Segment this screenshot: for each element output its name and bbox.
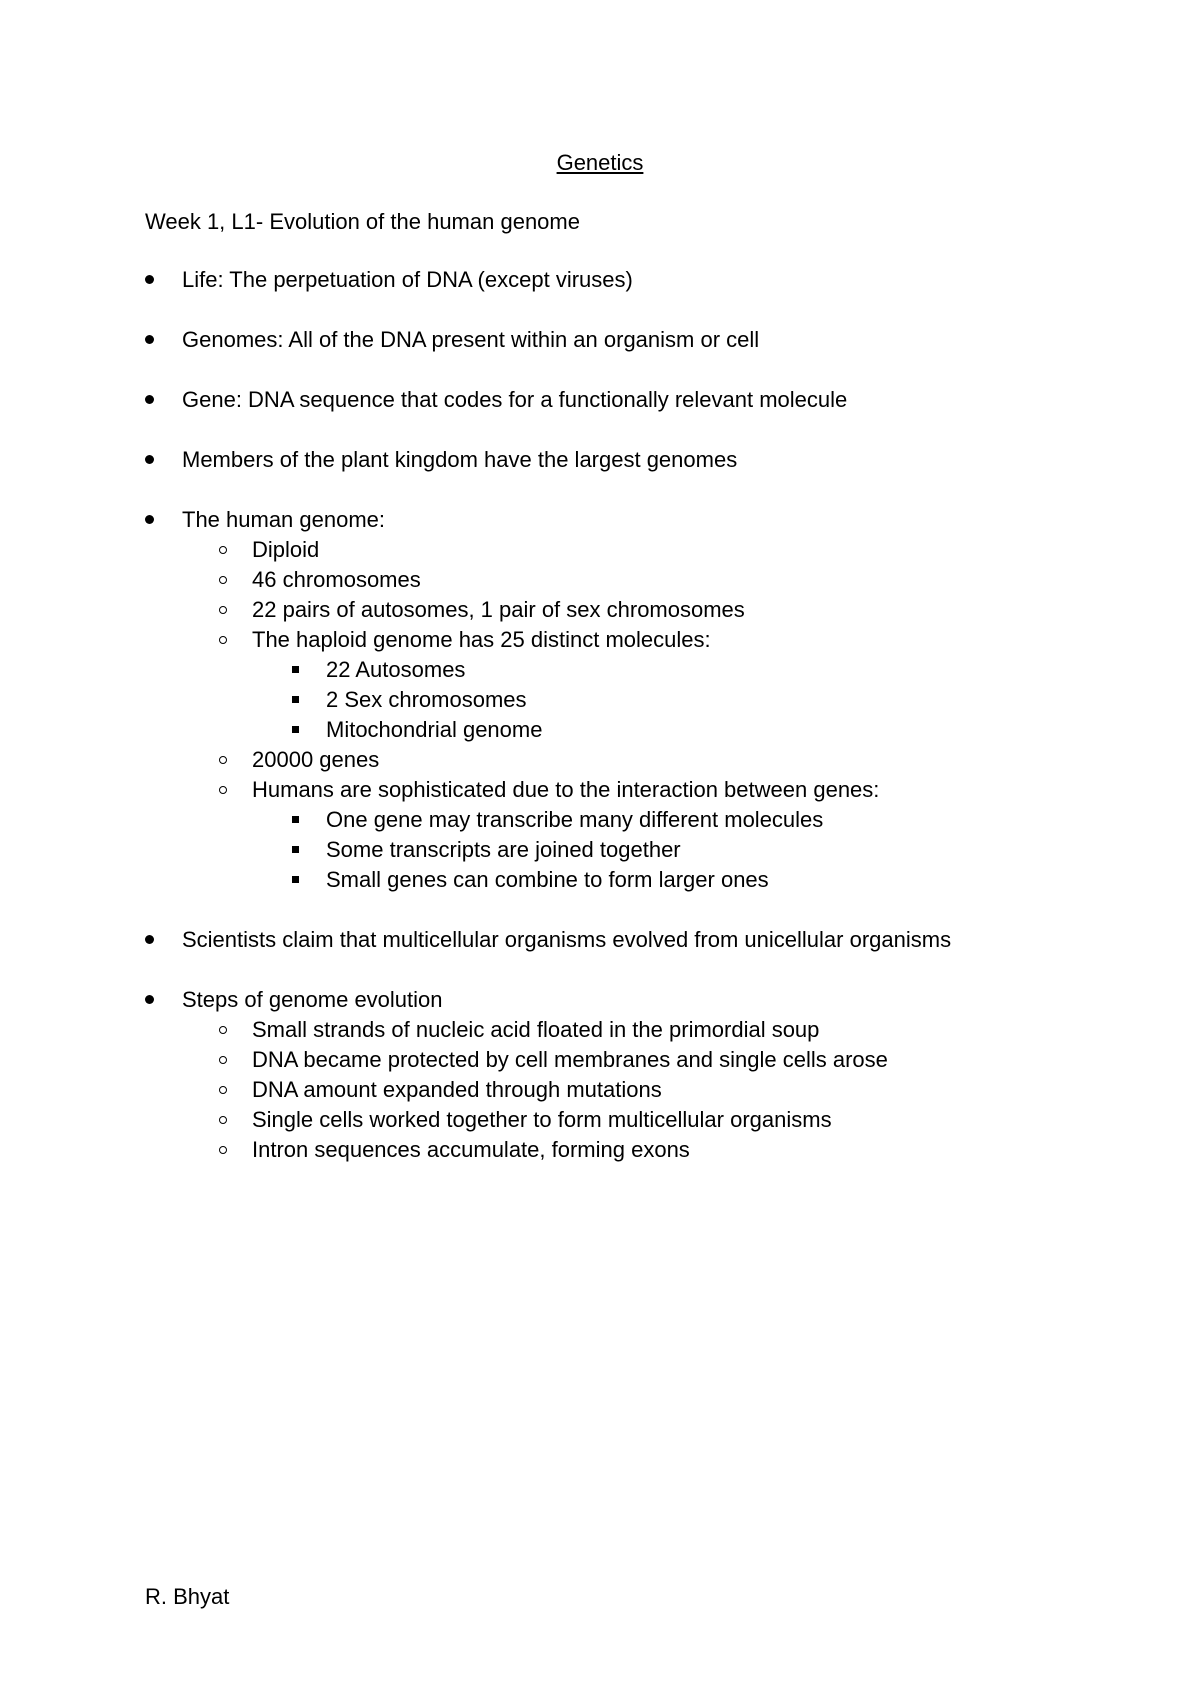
bullet-icon [145,395,154,404]
hollow-circle-bullet-icon [219,1026,227,1034]
list-item-text: Gene: DNA sequence that codes for a functionally relevant molecule [182,387,848,412]
bullet-icon [145,515,154,524]
sub-list-item [145,745,1145,775]
sub-sub-list-item-text: 2 Sex chromosomes [326,687,527,712]
page-footer-author: R. Bhyat [145,1584,230,1609]
sub-list-item [145,1015,1145,1045]
list-item [145,505,1145,895]
list-item-text: Genomes: All of the DNA present within an organism or cell [182,327,760,352]
sub-list-item-text: The haploid genome has 25 distinct molecules: [252,627,711,652]
square-bullet-icon [292,696,299,703]
hollow-circle-bullet-icon [219,606,227,614]
hollow-circle-bullet-icon [219,636,227,644]
sub-sub-list-item [145,835,1145,865]
evolution-steps-sublist [182,1015,1145,1165]
square-bullet-icon [292,876,299,883]
sub-list-item-text: DNA became protected by cell membranes and single cells arose [252,1047,888,1072]
square-bullet-icon [292,666,299,673]
hollow-circle-bullet-icon [219,756,227,764]
sub-list-item [145,1105,1145,1135]
list-item-text: Members of the plant kingdom have the largest genomes [182,447,738,472]
sub-sub-list-item [145,805,1145,835]
sub-list-item [145,625,1145,745]
list-item-text: Life: The perpetuation of DNA (except viruses) [182,267,633,292]
hollow-circle-bullet-icon [219,1056,227,1064]
sub-list-item-text: 46 chromosomes [252,567,421,592]
list-item [145,385,1145,415]
hollow-circle-bullet-icon [219,1086,227,1094]
sub-sub-list-item-text: Some transcripts are joined together [326,837,681,862]
sub-sub-list-item [145,715,1145,745]
list-item [145,325,1145,355]
list-item-text: Scientists claim that multicellular organisms evolved from unicellular organisms [182,927,952,952]
notes-list [145,265,1145,1195]
list-item [145,445,1145,475]
sub-list-item [145,595,1145,625]
list-item [145,985,1145,1165]
list-item [145,925,1145,955]
bullet-icon [145,335,154,344]
human-genome-sublist [182,535,1145,895]
bullet-icon [145,935,154,944]
interaction-sublist [218,805,1145,895]
hollow-circle-bullet-icon [219,1146,227,1154]
list-item [145,265,1145,295]
sub-sub-list-item [145,865,1145,895]
sub-list-item [145,565,1145,595]
sub-list-item-text: Small strands of nucleic acid floated in the primordial soup [252,1017,820,1042]
hollow-circle-bullet-icon [219,1116,227,1124]
sub-list-item-text: Diploid [252,537,320,562]
square-bullet-icon [292,726,299,733]
sub-sub-list-item [145,655,1145,685]
sub-sub-list-item-text: Small genes can combine to form larger ones [326,867,769,892]
sub-list-item-text: Intron sequences accumulate, forming exons [252,1137,690,1162]
bullet-icon [145,455,154,464]
list-item-text: The human genome: [182,507,386,532]
sub-list-item [145,775,1145,895]
sub-list-item [145,1135,1145,1165]
sub-list-item [145,1045,1145,1075]
hollow-circle-bullet-icon [219,546,227,554]
hollow-circle-bullet-icon [219,576,227,584]
document-title: Genetics [556,150,644,175]
sub-list-item-text: Humans are sophisticated due to the interaction between genes: [252,777,880,802]
square-bullet-icon [292,816,299,823]
sub-list-item [145,535,1145,565]
lecture-heading: Week 1, L1- Evolution of the human genome [145,209,580,234]
hollow-circle-bullet-icon [219,786,227,794]
sub-sub-list-item-text: Mitochondrial genome [326,717,543,742]
sub-list-item-text: 20000 genes [252,747,380,772]
list-item-text: Steps of genome evolution [182,987,443,1012]
bullet-icon [145,275,154,284]
bullet-icon [145,995,154,1004]
sub-sub-list-item [145,685,1145,715]
sub-sub-list-item-text: 22 Autosomes [326,657,466,682]
haploid-sublist [218,655,1145,745]
square-bullet-icon [292,846,299,853]
sub-list-item [145,1075,1145,1105]
sub-sub-list-item-text: One gene may transcribe many different molecules [326,807,824,832]
sub-list-item-text: 22 pairs of autosomes, 1 pair of sex chromosomes [252,597,745,622]
sub-list-item-text: DNA amount expanded through mutations [252,1077,662,1102]
sub-list-item-text: Single cells worked together to form multicellular organisms [252,1107,832,1132]
